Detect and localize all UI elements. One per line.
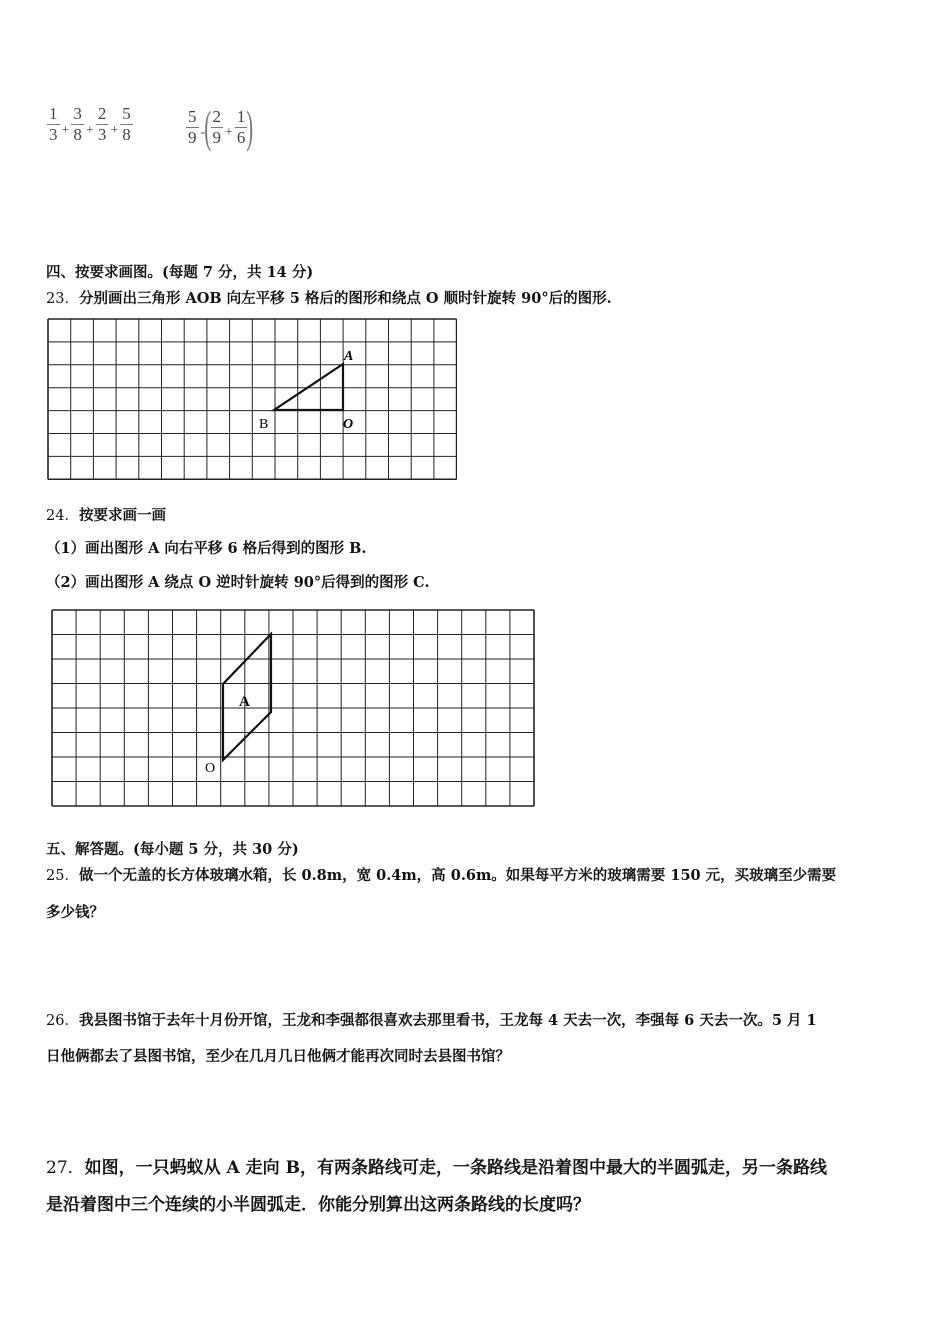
question-number: 24． [46,508,79,524]
label-a: A [344,349,354,364]
fraction: $\frac{1}{3}$ [49,104,58,144]
minus-sign: - [200,125,206,140]
expression-1 [46,104,134,145]
question-text: 如图，一只蚂蚁从 A 走向 B，有两条路线可走，一条路线是沿着图中最大的半圆弧走，另一条路线 [84,1158,827,1178]
plus-sign: + [61,122,70,138]
grid-lines [52,610,534,806]
question-text: 做一个无盖的长方体玻璃水箱，长 0.8m，宽 0.4m，高 0.6m。如果每平方米的玻璃需要 150 元，买玻璃至少需要 [78,867,837,884]
question-23 [46,287,612,308]
question-25-line-2: 多少钱？ [46,904,104,921]
question-number: 27． [46,1158,85,1178]
label-o: O [205,761,216,776]
question-text: 按要求画一画 [78,507,166,524]
question-text: 我县图书馆于去年十月份开馆，王龙和李强都很喜欢去那里看书，王龙每 4 天去一次，李强每 6 天去一次。5 月 1 [78,1012,817,1029]
question-25-line-1 [46,864,836,885]
question-27-line-1 [46,1153,827,1178]
question-26-line-2: 日他俩都去了县图书馆，至少在几月几日他俩才能再次同时去县图书馆？ [46,1048,510,1065]
question-number: 25． [46,868,79,884]
label-a: A [239,694,250,710]
plus-sign: + [110,122,119,138]
label-b: B [259,417,269,432]
plus-sign: + [85,122,94,138]
left-paren: ( [204,101,212,152]
grid-figure-23 [47,318,457,480]
fraction: $\frac{3}{8}$ [73,104,82,144]
question-24-sub-1: （1）画出图形 A 向右平移 6 格后得到的图形 B. [46,540,367,557]
question-24 [46,504,166,525]
question-26-line-1 [46,1009,817,1030]
plus-sign: + [225,125,233,140]
grid-figure-24 [50,608,535,810]
label-o: O [343,417,354,432]
question-24-sub-2: （2）画出图形 A 绕点 O 逆时针旋转 90°后得到的图形 C. [46,574,430,591]
grid-lines [48,319,457,479]
fraction: $\frac{5}{8}$ [122,104,131,144]
fraction: $\frac{1}{6}$ [236,106,246,147]
expression-2 [185,101,254,152]
question-text: 分别画出三角形 AOB 向左平移 5 格后的图形和绕点 O 顺时针旋转 90°后的图形. [78,290,612,307]
fraction: $\frac{5}{9}$ [188,106,197,147]
section-5-heading: 五、解答题。(每小题 5 分，共 30 分) [46,841,299,858]
triangle-aob [274,364,343,410]
fraction: $\frac{2}{9}$ [212,106,221,147]
section-4-heading: 四、按要求画图。(每题 7 分，共 14 分) [46,264,314,281]
right-paren: ) [246,101,254,152]
question-number: 26． [46,1013,79,1029]
fraction: $\frac{2}{3}$ [97,104,107,144]
question-27-line-2: 是沿着图中三个连续的小半圆弧走．你能分别算出这两条路线的长度吗？ [46,1195,590,1215]
question-number: 23． [46,291,79,307]
